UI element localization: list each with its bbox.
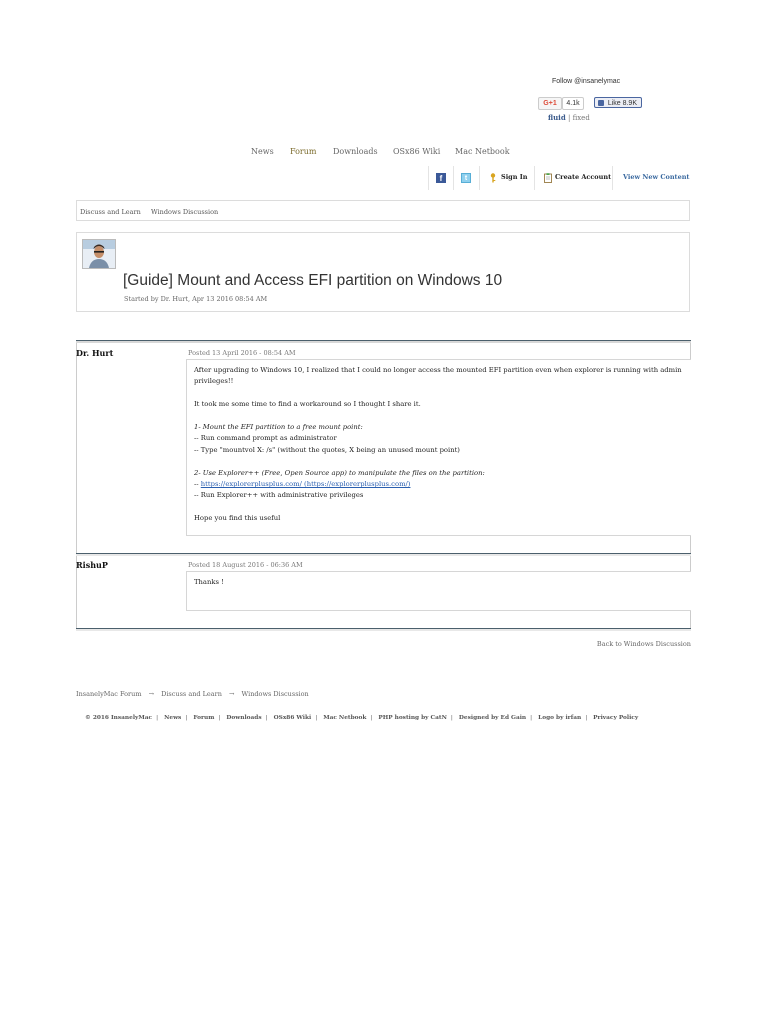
post-step-heading: 2- Use Explorer++ (Free, Open Source app) to manipulate the files on the partition:	[194, 468, 485, 477]
footer-breadcrumb-discuss[interactable]: Discuss and Learn	[161, 690, 222, 698]
footer-links: © 2016 InsanelyMac | News | Forum | Downloads | OSx86 Wiki | Mac Netbook | PHP hosting by CatN | Designed by Ed Gain | Logo by irfan | Privacy Policy	[85, 715, 639, 721]
footer-breadcrumb-windows[interactable]: Windows Discussion	[241, 690, 309, 698]
nav-downloads[interactable]: Downloads	[333, 147, 378, 156]
key-icon	[489, 173, 497, 183]
footer-link-designed-by[interactable]: Designed by Ed Gain	[458, 715, 527, 721]
footer-breadcrumb	[76, 690, 309, 698]
nav-osx86-wiki[interactable]: OSx86 Wiki	[393, 147, 441, 156]
page-title: [Guide] Mount and Access EFI partition on Windows 10	[123, 272, 503, 289]
facebook-like-button[interactable]	[594, 97, 642, 108]
layout-fluid-link[interactable]: fluid	[548, 113, 566, 122]
footer-link-osx86-wiki[interactable]: OSx86 Wiki	[273, 715, 312, 721]
footer-link-news[interactable]: News	[164, 715, 182, 721]
footer-link-privacy-policy[interactable]: Privacy Policy	[593, 715, 639, 721]
breadcrumb	[76, 200, 690, 221]
footer-link-mac-netbook[interactable]: Mac Netbook	[323, 715, 367, 721]
post-paragraph: It took me some time to find a workaround so I thought I share it.	[194, 400, 421, 409]
footer-link-logo-by[interactable]: Logo by irfan	[538, 715, 582, 721]
layout-fixed-link[interactable]: fixed	[572, 114, 590, 122]
userbar-divider	[534, 166, 535, 190]
nav-mac-netbook[interactable]: Mac Netbook	[455, 147, 510, 156]
twitter-icon[interactable]: t	[461, 173, 471, 183]
back-to-forum-link[interactable]: Back to Windows Discussion	[596, 640, 691, 648]
sign-in-link[interactable]: Sign In	[501, 173, 528, 181]
nav-forum[interactable]: Forum	[290, 147, 317, 156]
follow-insanelymac-link[interactable]: Follow @insanelymac	[552, 78, 621, 85]
post-content	[194, 365, 684, 525]
post-author[interactable]: RishuP	[76, 560, 108, 570]
post-step-heading: 1- Mount the EFI partition to a free mount point:	[194, 423, 363, 431]
layout-separator: |	[567, 114, 571, 122]
topic-started-by: Started by Dr. Hurt, Apr 13 2016 08:54 AM	[124, 295, 268, 303]
userbar-divider	[612, 166, 613, 190]
footer-link-downloads[interactable]: Downloads	[226, 715, 262, 721]
facebook-icon[interactable]: f	[436, 173, 446, 183]
create-account-link[interactable]: Create Account	[555, 173, 612, 181]
footer-copyright: © 2016 InsanelyMac	[85, 715, 153, 721]
google-plus-button[interactable]: G+1	[538, 97, 562, 110]
breadcrumb-windows-discussion[interactable]: Windows Discussion	[151, 208, 219, 216]
footer-breadcrumb-home[interactable]: InsanelyMac Forum	[76, 690, 142, 698]
post-body	[186, 571, 691, 611]
avatar-image	[83, 240, 115, 268]
post-divider	[76, 628, 691, 631]
arrow-right-icon: →	[148, 690, 155, 698]
post-paragraph: -- Run command prompt as administrator	[194, 434, 337, 443]
post-paragraph: After upgrading to Windows 10, I realized that I could no longer access the mounted EFI partition even when explorer is running with admin	[194, 366, 682, 374]
footer-link-php-hosting[interactable]: PHP hosting by CatN	[378, 715, 447, 721]
userbar-divider	[453, 166, 454, 190]
view-new-content-link[interactable]: View New Content	[623, 173, 690, 181]
breadcrumb-discuss-and-learn[interactable]: Discuss and Learn	[80, 208, 141, 216]
nav-news[interactable]: News	[251, 147, 274, 156]
google-plus-count: 4.1k	[562, 97, 584, 110]
post-paragraph: -- Run Explorer++ with administrative privileges	[194, 491, 364, 500]
post-body	[186, 359, 691, 536]
thumbs-up-icon	[598, 100, 604, 106]
explorerplusplus-link[interactable]: https://explorerplusplus.com/ (https://explorerplusplus.com/)	[200, 480, 411, 489]
post-author[interactable]: Dr. Hurt	[76, 348, 114, 358]
post-date: Posted 13 April 2016 - 08:54 AM	[188, 349, 296, 357]
userbar-divider	[479, 166, 480, 190]
post-paragraph: -- https://explorerplusplus.com/ (https://explorerplusplus.com/)	[194, 480, 411, 489]
facebook-like-label: Like 8.9K	[607, 100, 637, 107]
userbar-divider	[428, 166, 429, 190]
post-date: Posted 18 August 2016 - 06:36 AM	[188, 561, 303, 569]
post-paragraph: -- Type "mountvol X: /s" (without the quotes, X being an unused mount point)	[194, 445, 460, 454]
layout-switcher	[548, 113, 590, 122]
post-content: Thanks !	[194, 578, 224, 586]
clipboard-icon	[544, 173, 552, 183]
post-paragraph: privileges!!	[194, 377, 234, 386]
post-paragraph: Hope you find this useful	[194, 514, 281, 523]
arrow-right-icon: →	[229, 690, 235, 698]
footer-link-forum[interactable]: Forum	[193, 715, 215, 721]
avatar[interactable]	[82, 239, 116, 269]
